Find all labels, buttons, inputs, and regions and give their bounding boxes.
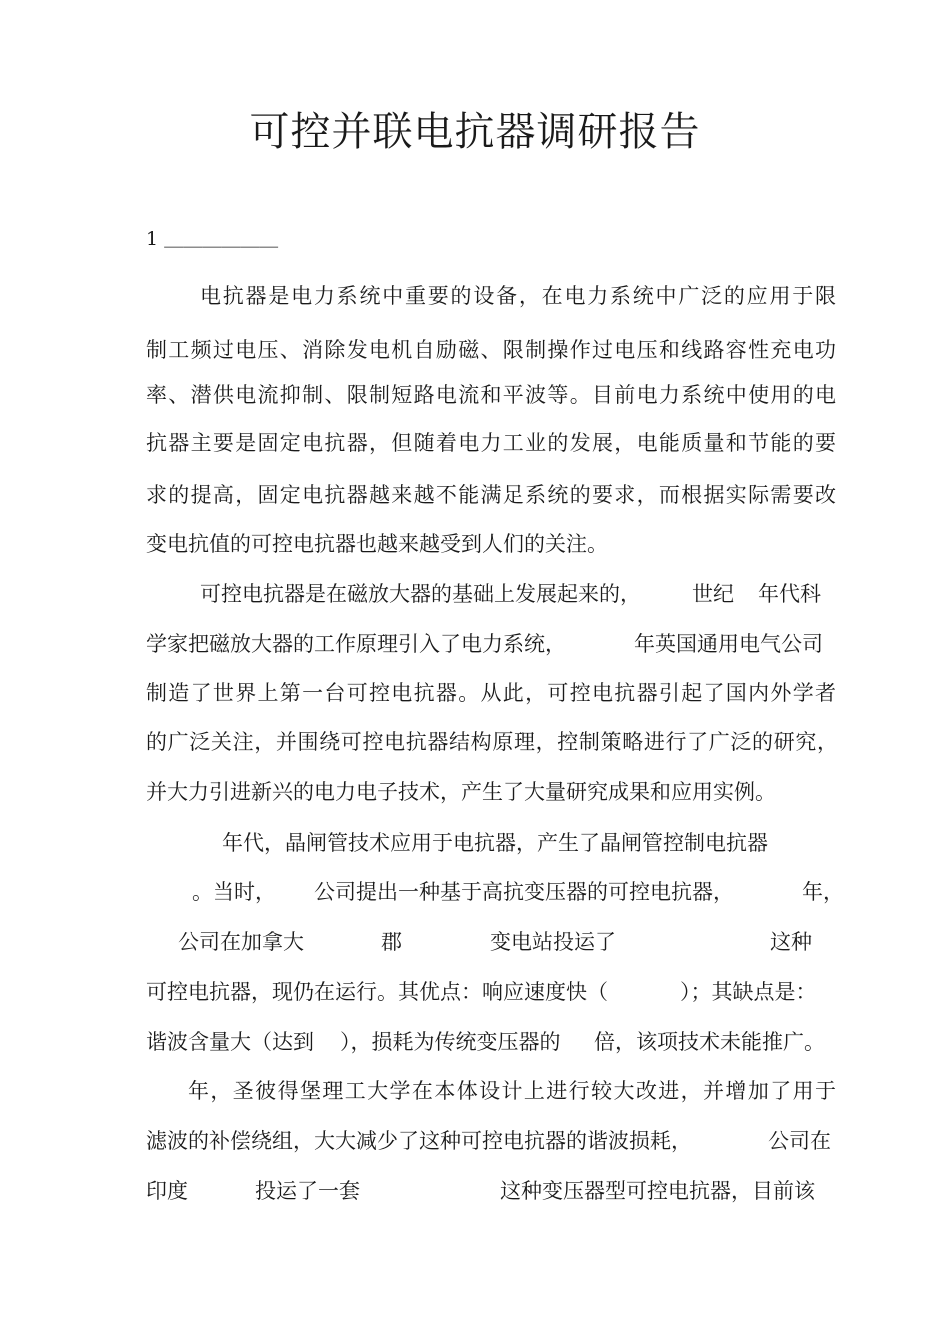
text-segment: 年代，晶闸管技术应用于电抗器，产生了晶闸管控制电抗器: [222, 831, 768, 855]
text-segment: 学家把磁放大器的工作原理引入了电力系统，: [146, 632, 566, 656]
text-line: 的广泛关注，并围绕可控电抗器结构原理，控制策略进行了广泛的研究，: [146, 730, 838, 754]
text-segment: 公司在加拿大: [178, 930, 304, 954]
text-segment: 印度: [146, 1179, 188, 1203]
text-segment: 这种变压器型可控电抗器，目前该: [500, 1179, 815, 1203]
text-segment: 郡: [381, 930, 402, 954]
text-segment: 谐波含量大（达到: [146, 1030, 314, 1054]
text-segment: 投运了一套: [255, 1179, 360, 1203]
text-line: 率、潜供电流抑制、限制短路电流和平波等。目前电力系统中使用的电: [146, 383, 836, 407]
text-segment: 年代科: [758, 582, 821, 606]
text-segment: 。当时，: [192, 880, 276, 904]
text-segment: 倍，该项技术未能推广。: [594, 1030, 825, 1054]
text-line: 电抗器是电力系统中重要的设备，在电力系统中广泛的应用于限: [200, 284, 836, 308]
text-segment: 变电站投运了: [490, 930, 616, 954]
text-line: 求的提高，固定电抗器越来越不能满足系统的要求，而根据实际需要改: [146, 483, 836, 507]
text-line: 抗器主要是固定电抗器，但随着电力工业的发展，电能质量和节能的要: [146, 431, 836, 455]
text-segment: 可控电抗器，现仍在运行。其优点：响应速度快（: [146, 980, 608, 1004]
text-line: 并大力引进新兴的电力电子技术，产生了大量研究成果和应用实例。: [146, 780, 776, 804]
text-segment: ）；其缺点是：: [680, 980, 817, 1004]
text-line: 制造了世界上第一台可控电抗器。从此，可控电抗器引起了国内外学者: [146, 681, 836, 705]
text-segment: 公司在: [768, 1129, 831, 1153]
text-segment: 世纪: [692, 582, 734, 606]
text-line: 变电抗值的可控电抗器也越来越受到人们的关注。: [146, 532, 608, 556]
text-segment: ），损耗为传统变压器的: [340, 1030, 561, 1054]
text-line: 制工频过电压、消除发电机自励磁、限制操作过电压和线路容性充电功: [146, 338, 836, 362]
text-segment: 公司提出一种基于高抗变压器的可控电抗器，: [314, 880, 734, 904]
text-line: 年，圣彼得堡理工大学在本体设计上进行较大改进，并增加了用于: [188, 1079, 836, 1103]
section-heading: 1 ＿＿＿＿＿＿: [146, 228, 279, 250]
text-segment: 可控电抗器是在磁放大器的基础上发展起来的，: [200, 582, 641, 606]
text-segment: 年，: [802, 880, 844, 904]
text-segment: 滤波的补偿绕组，大大减少了这种可控电抗器的谐波损耗，: [146, 1129, 692, 1153]
document-title: 可控并联电抗器调研报告: [249, 109, 701, 155]
text-segment: 年英国通用电气公司: [634, 632, 823, 656]
text-segment: 这种: [770, 930, 812, 954]
